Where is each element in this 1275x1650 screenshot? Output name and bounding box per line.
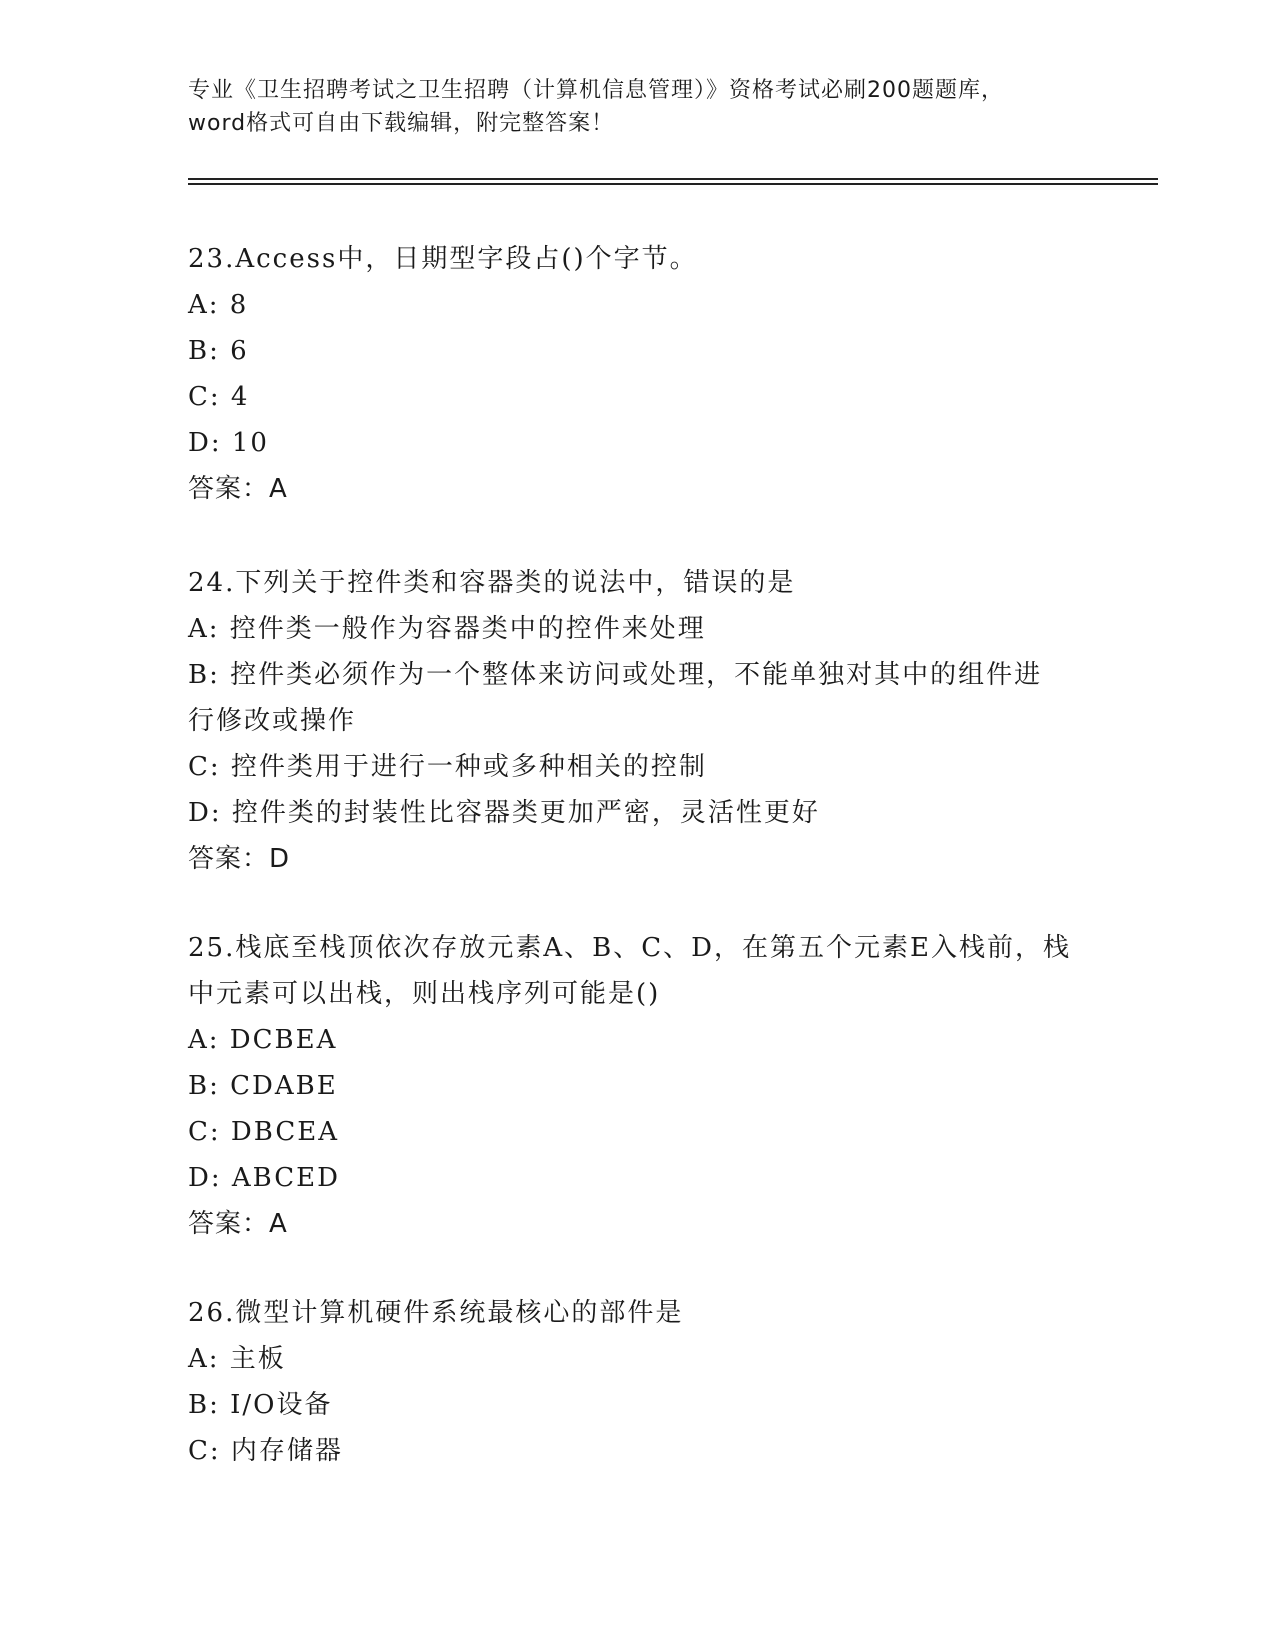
- option-a: A: 8: [188, 290, 249, 320]
- question-25: [188, 925, 1088, 1247]
- header-line-1: 专业《卫生招聘考试之卫生招聘（计算机信息管理）》资格考试必刷200题题库，: [188, 78, 1004, 103]
- option-b: B: CDABE: [188, 1071, 338, 1101]
- option-b: B: 6: [188, 336, 249, 366]
- option-b: B: I/O设备: [188, 1390, 333, 1420]
- header-double-rule: [188, 178, 1158, 185]
- option-b: B: 控件类必须作为一个整体来访问或处理，不能单独对其中的组件进: [188, 660, 1043, 690]
- question-24: [188, 560, 1088, 882]
- option-a: A: DCBEA: [188, 1025, 338, 1055]
- option-c: C: 内存储器: [188, 1436, 343, 1466]
- option-c: C: 4: [188, 382, 250, 412]
- question-stem-continued: 中元素可以出栈，则出栈序列可能是(): [188, 979, 661, 1009]
- answer: 答案：D: [188, 844, 291, 874]
- option-d: D: 控件类的封装性比容器类更加严密，灵活性更好: [188, 798, 820, 828]
- header-line-2: word格式可自由下载编辑，附完整答案！: [188, 111, 615, 136]
- option-d: D: ABCED: [188, 1163, 340, 1193]
- option-c: C: DBCEA: [188, 1117, 340, 1147]
- option-c: C: 控件类用于进行一种或多种相关的控制: [188, 752, 707, 782]
- question-26: [188, 1290, 1088, 1474]
- option-d: D: 10: [188, 428, 269, 458]
- document-header: [188, 74, 1088, 140]
- answer: 答案：A: [188, 1209, 288, 1239]
- option-a: A: 主板: [188, 1344, 286, 1374]
- option-a: A: 控件类一般作为容器类中的控件来处理: [188, 614, 706, 644]
- question-stem: 23.Access中，日期型字段占()个字节。: [188, 244, 698, 274]
- question-stem: 25.栈底至栈顶依次存放元素A、B、C、D，在第五个元素E入栈前，栈: [188, 933, 1071, 963]
- question-stem: 24.下列关于控件类和容器类的说法中，错误的是: [188, 568, 796, 598]
- question-23: [188, 236, 1088, 512]
- question-stem: 26.微型计算机硬件系统最核心的部件是: [188, 1298, 684, 1328]
- option-b-continued: 行修改或操作: [188, 706, 357, 736]
- answer: 答案：A: [188, 474, 288, 504]
